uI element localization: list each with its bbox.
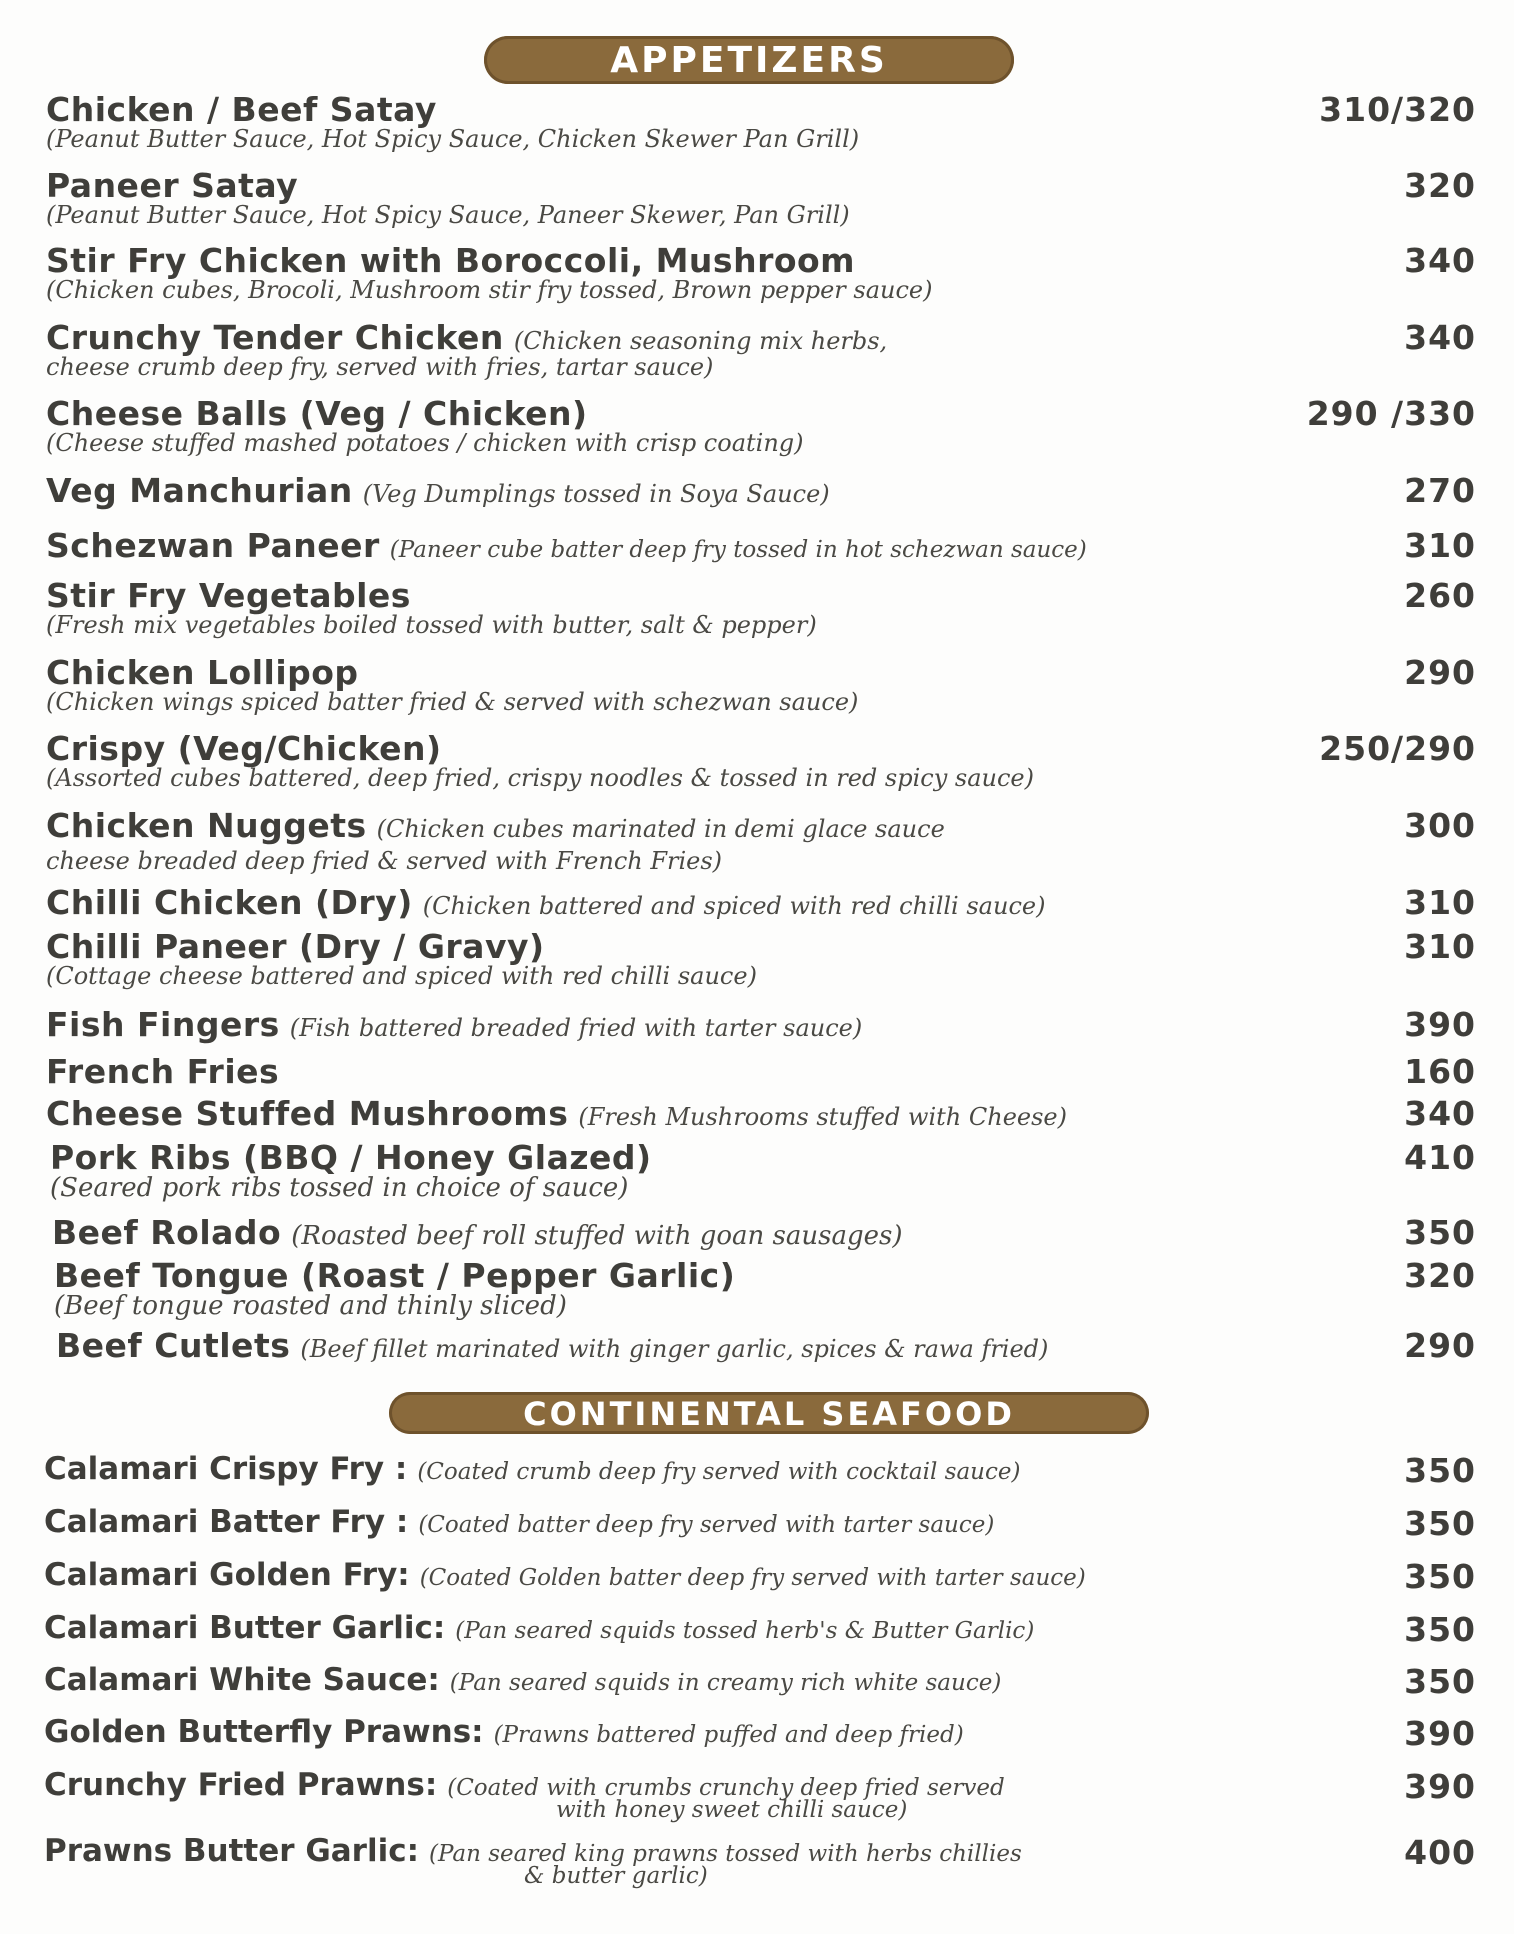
item-price: 350	[1404, 1610, 1476, 1649]
item-description: (Beef fillet marinated with ginger garlic, spices & rawa fried)	[300, 1335, 1049, 1363]
item-name: Calamari Crispy Fry :	[44, 1451, 408, 1487]
item-name: Chicken Nuggets	[46, 806, 367, 845]
item-description-continued: cheese breaded deep fried & served with French Fries)	[46, 847, 723, 875]
menu-item	[46, 806, 1476, 875]
item-name: Calamari Butter Garlic:	[44, 1610, 446, 1646]
item-price: 390	[1404, 1005, 1476, 1044]
item-description: (Chicken seasoning mix herbs,	[513, 327, 888, 355]
item-description: (Peanut Butter Sauce, Hot Spicy Sauce, Paneer Skewer, Pan Grill)	[46, 201, 850, 229]
item-description: (Chicken battered and spiced with red chilli sauce)	[422, 892, 1046, 920]
item-name: Chilli Paneer (Dry / Gravy)	[46, 927, 545, 966]
item-name: Calamari Batter Fry :	[44, 1504, 409, 1540]
item-price: 340	[1404, 318, 1476, 357]
menu-item	[46, 729, 1476, 792]
item-description: (Chicken wings spiced batter fried & served with schezwan sauce)	[46, 688, 859, 716]
item-description: (Seared pork ribs tossed in choice of sauce)	[50, 1173, 629, 1203]
item-name: Cheese Stuffed Mushrooms	[46, 1094, 569, 1133]
item-price: 300	[1404, 806, 1476, 845]
item-name: Beef Rolado	[52, 1213, 282, 1252]
item-name: Crispy (Veg/Chicken)	[46, 729, 442, 768]
item-name: Calamari White Sauce:	[44, 1662, 440, 1698]
item-description: (Fish battered breaded fried with tarter sauce)	[289, 1014, 863, 1042]
item-name: Cheese Balls (Veg / Chicken)	[46, 394, 588, 433]
item-price: 290 /330	[1306, 394, 1476, 433]
item-price: 160	[1404, 1052, 1476, 1091]
menu-item	[46, 241, 1476, 304]
item-description: (Roasted beef roll stuffed with goan sausages)	[291, 1221, 903, 1251]
item-description: (Pan seared squids tossed herb's & Butter Garlic)	[455, 1618, 1035, 1644]
item-name: Fish Fingers	[46, 1005, 280, 1044]
item-name: Veg Manchurian	[46, 471, 353, 510]
item-name: Chilli Chicken (Dry)	[46, 883, 413, 922]
menu-item	[44, 1610, 1476, 1649]
item-price: 350	[1404, 1557, 1476, 1596]
item-description: (Fresh Mushrooms stuffed with Cheese)	[578, 1103, 1067, 1131]
menu-item	[44, 1833, 1476, 1889]
item-price: 350	[1404, 1662, 1476, 1701]
item-name: Golden Butterfly Prawns:	[44, 1714, 484, 1750]
item-description: (Prawns battered puffed and deep fried)	[493, 1722, 964, 1748]
item-name: French Fries	[46, 1052, 280, 1091]
menu-item	[46, 653, 1476, 716]
menu-item	[44, 1714, 1476, 1753]
item-description: (Coated crumb deep fry served with cocktail sauce)	[417, 1459, 1021, 1485]
item-name: Calamari Golden Fry:	[44, 1557, 410, 1593]
item-name: Paneer Satay	[46, 166, 299, 205]
item-price: 410	[1404, 1138, 1476, 1177]
item-description: (Chicken cubes marinated in demi glace sauce	[376, 815, 945, 843]
menu-item	[44, 1504, 1476, 1543]
item-name: Crunchy Tender Chicken	[46, 318, 504, 357]
menu-item	[46, 471, 1476, 510]
menu-item	[52, 1213, 1476, 1252]
item-price: 290	[1404, 653, 1476, 692]
item-price: 320	[1404, 1256, 1476, 1295]
item-description: (Pan seared squids in creamy rich white sauce)	[449, 1670, 1002, 1696]
item-name: Prawns Butter Garlic:	[44, 1833, 419, 1869]
menu-item	[46, 1005, 1476, 1044]
item-price: 400	[1404, 1833, 1476, 1872]
menu-item	[44, 1557, 1476, 1596]
menu-item	[46, 90, 1476, 153]
menu-item	[50, 1138, 1476, 1203]
item-price: 350	[1404, 1451, 1476, 1490]
item-name: Schezwan Paneer	[46, 526, 380, 565]
item-description-continued: with honey sweet chilli sauce)	[556, 1797, 908, 1823]
menu-item	[46, 883, 1476, 922]
continental-seafood-section-header: CONTINENTAL SEAFOOD	[389, 1392, 1149, 1434]
menu-item	[46, 166, 1476, 229]
item-price: 260	[1404, 576, 1476, 615]
menu-item	[56, 1326, 1476, 1365]
menu-item	[46, 318, 1476, 381]
menu-item	[46, 394, 1476, 457]
item-description: (Beef tongue roasted and thinly sliced)	[54, 1291, 567, 1321]
item-description: (Coated batter deep fry served with tarter sauce)	[418, 1512, 995, 1538]
item-price: 310	[1404, 526, 1476, 565]
menu-item	[44, 1451, 1476, 1490]
menu-item	[44, 1767, 1476, 1823]
menu-item	[54, 1256, 1476, 1321]
item-name: Beef Cutlets	[56, 1326, 291, 1365]
item-price: 310/320	[1319, 90, 1476, 129]
item-price: 390	[1404, 1714, 1476, 1753]
item-description: (Coated with crumbs crunchy deep fried served	[447, 1775, 1005, 1801]
item-price: 340	[1404, 1094, 1476, 1133]
menu-item	[46, 927, 1476, 990]
item-description: (Fresh mix vegetables boiled tossed with butter, salt & pepper)	[46, 611, 817, 639]
item-price: 310	[1404, 927, 1476, 966]
item-description-continued: cheese crumb deep fry, served with fries, tartar sauce)	[46, 353, 714, 381]
item-description: (Assorted cubes battered, deep fried, crispy noodles & tossed in red spicy sauce)	[46, 764, 1034, 792]
item-name: Beef Tongue (Roast / Pepper Garlic)	[54, 1256, 736, 1295]
item-name: Chicken Lollipop	[46, 653, 359, 692]
item-price: 290	[1404, 1326, 1476, 1365]
item-price: 390	[1404, 1767, 1476, 1806]
item-price: 340	[1404, 241, 1476, 280]
item-description: (Coated Golden batter deep fry served with tarter sauce)	[419, 1565, 1086, 1591]
item-price: 270	[1404, 471, 1476, 510]
item-description-continued: & butter garlic)	[524, 1863, 708, 1889]
menu-item	[46, 1094, 1476, 1133]
item-description: (Peanut Butter Sauce, Hot Spicy Sauce, Chicken Skewer Pan Grill)	[46, 125, 860, 153]
menu-item	[46, 576, 1476, 639]
item-name: Crunchy Fried Prawns:	[44, 1767, 438, 1803]
item-description: (Cottage cheese battered and spiced with red chilli sauce)	[46, 962, 757, 990]
menu-item	[44, 1662, 1476, 1701]
item-description: (Cheese stuffed mashed potatoes / chicken with crisp coating)	[46, 429, 804, 457]
item-description: (Paneer cube batter deep fry tossed in hot schezwan sauce)	[389, 537, 1087, 563]
item-price: 310	[1404, 883, 1476, 922]
item-name: Chicken / Beef Satay	[46, 90, 437, 129]
item-price: 250/290	[1319, 729, 1476, 768]
menu-item	[46, 1052, 1476, 1091]
item-name: Stir Fry Vegetables	[46, 576, 411, 615]
item-price: 350	[1404, 1213, 1476, 1252]
item-name: Stir Fry Chicken with Boroccoli, Mushroom	[46, 241, 856, 280]
item-name: Pork Ribs (BBQ / Honey Glazed)	[50, 1138, 652, 1177]
item-description: (Chicken cubes, Brocoli, Mushroom stir fry tossed, Brown pepper sauce)	[46, 276, 933, 304]
appetizers-section-header: APPETIZERS	[484, 36, 1014, 84]
menu-item	[46, 526, 1476, 565]
item-description: (Veg Dumplings tossed in Soya Sauce)	[362, 480, 830, 508]
item-price: 350	[1404, 1504, 1476, 1543]
item-price: 320	[1404, 166, 1476, 205]
item-description: (Pan seared king prawns tossed with herbs chillies	[429, 1841, 1022, 1867]
